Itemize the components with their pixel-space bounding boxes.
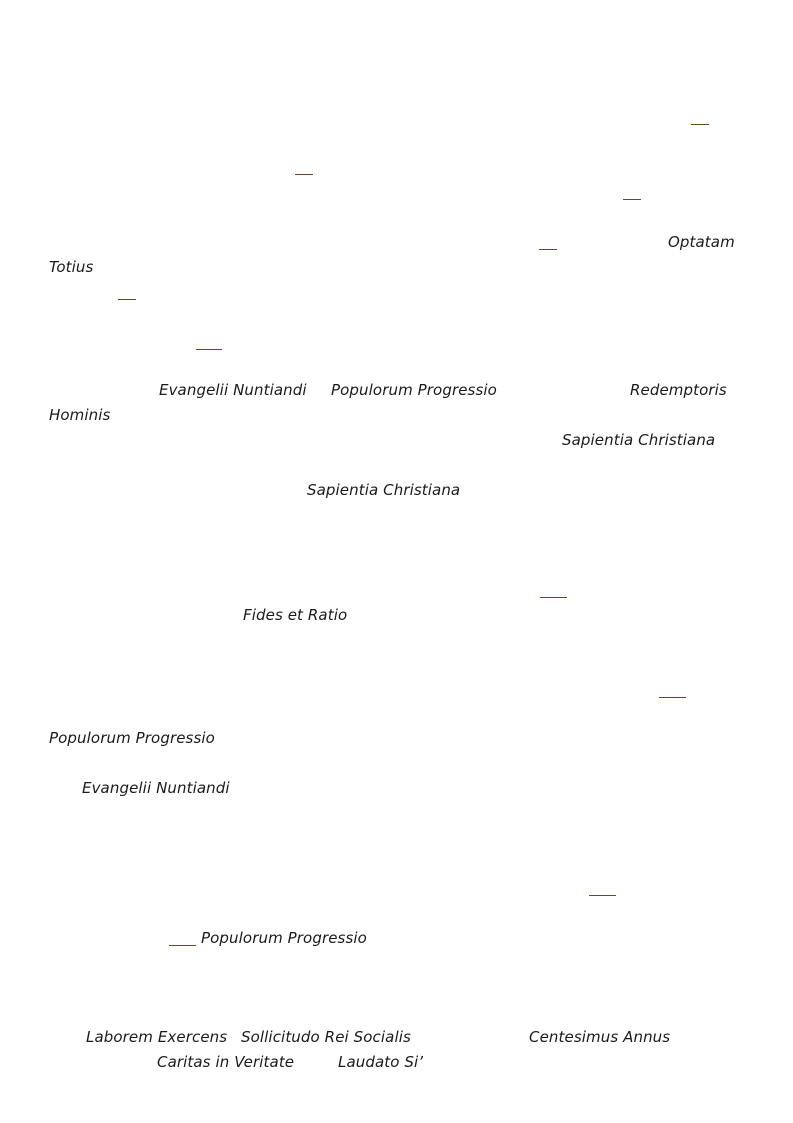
footnote-rule — [196, 349, 222, 350]
footnote-rule — [623, 199, 641, 200]
doc-title-redemptoris: Redemptoris — [630, 381, 727, 399]
doc-title-laudato-si: Laudato Si’ — [338, 1053, 424, 1071]
doc-title-laborem-exercens: Laborem Exercens — [86, 1028, 228, 1046]
footnote-rule — [118, 299, 136, 300]
doc-title-centesimus-annus: Centesimus Annus — [529, 1028, 671, 1046]
footnote-rule — [589, 895, 616, 896]
footnote-rule — [295, 174, 313, 175]
footnote-rule — [540, 597, 567, 598]
doc-title-fides-et-ratio: Fides et Ratio — [243, 606, 348, 624]
footnote-rule — [691, 124, 709, 125]
doc-title-totius: Totius — [49, 258, 94, 276]
doc-title-evangelii-nuntiandi: Evangelii Nuntiandi — [82, 779, 230, 797]
doc-title-sapientia-christiana: Sapientia Christiana — [562, 431, 716, 449]
doc-title-optatam: Optatam — [668, 233, 735, 251]
doc-title-populorum-progressio: Populorum Progressio — [331, 381, 497, 399]
doc-title-populorum-progressio: Populorum Progressio — [49, 729, 215, 747]
doc-title-sollicitudo-rei-socialis: Sollicitudo Rei Socialis — [241, 1028, 411, 1046]
doc-title-hominis: Hominis — [49, 406, 111, 424]
doc-title-caritas-in-veritate: Caritas in Veritate — [157, 1053, 295, 1071]
doc-title-sapientia-christiana: Sapientia Christiana — [307, 481, 461, 499]
footnote-rule — [169, 945, 196, 946]
doc-title-populorum-progressio: Populorum Progressio — [201, 929, 367, 947]
footnote-rule — [539, 249, 557, 250]
doc-title-evangelii-nuntiandi: Evangelii Nuntiandi — [159, 381, 307, 399]
footnote-rule — [659, 697, 686, 698]
